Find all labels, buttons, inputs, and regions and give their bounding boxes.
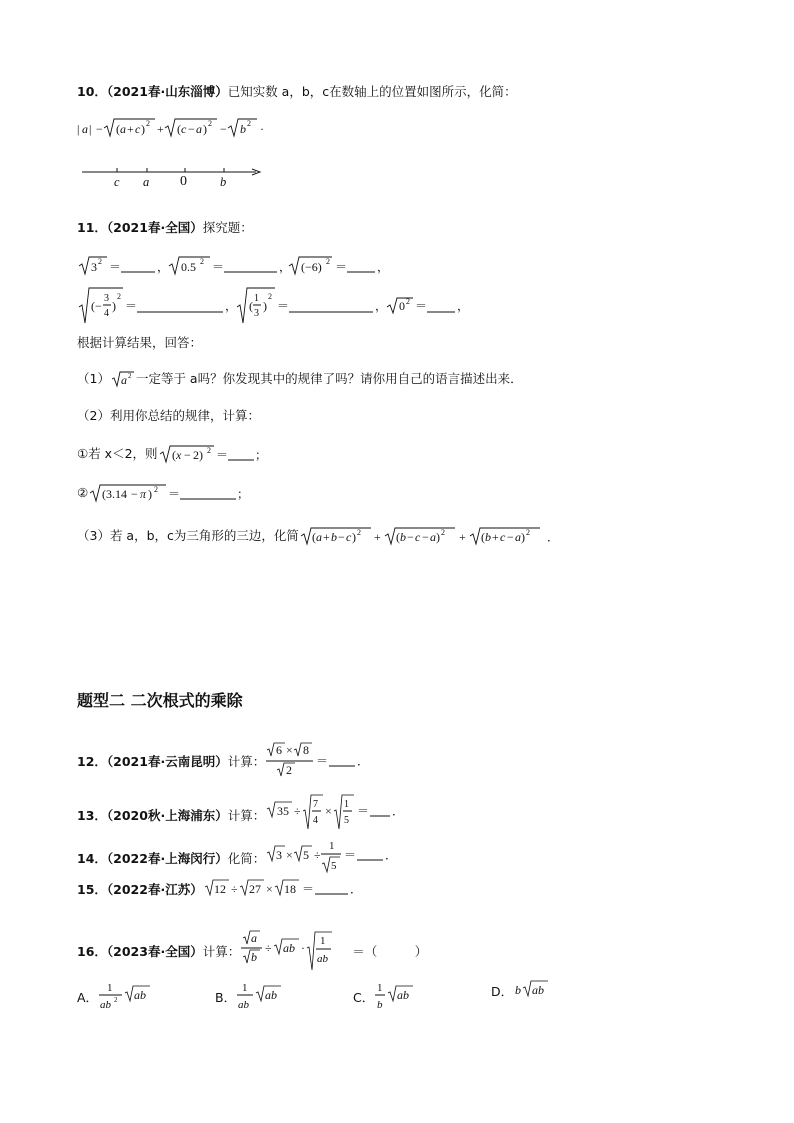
svg-text:π: π <box>140 487 147 501</box>
q11-calc1 <box>77 443 267 463</box>
q11-calc2-prefix: ② <box>77 485 89 500</box>
axis-label-b: b <box>220 175 227 189</box>
svg-text:2: 2 <box>127 372 132 380</box>
svg-text:ab: ab <box>134 988 147 1002</box>
svg-text:2: 2 <box>146 119 150 128</box>
q14-number: 14． <box>77 851 107 866</box>
svg-text:，: ， <box>279 260 292 274</box>
q11-calc2 <box>77 482 248 502</box>
svg-text:2: 2 <box>440 528 445 537</box>
q12-source: （2021春·云南昆明） <box>106 754 228 769</box>
svg-text:a: a <box>514 530 521 544</box>
q16-number: 16． <box>77 944 107 959</box>
svg-text:＝: ＝ <box>212 260 225 274</box>
q14-text: 化简： <box>227 851 266 866</box>
q11-row2 <box>77 285 477 327</box>
svg-text:c: c <box>135 122 141 136</box>
svg-text:3: 3 <box>104 293 109 304</box>
svg-text:ab: ab <box>100 999 112 1011</box>
svg-text:2: 2 <box>268 292 272 301</box>
svg-text:2: 2 <box>286 763 293 777</box>
svg-text:＝: ＝ <box>316 754 329 768</box>
svg-text:1: 1 <box>329 840 335 852</box>
svg-text:＝: ＝ <box>125 299 138 313</box>
svg-text:+: + <box>322 530 330 544</box>
svg-text:4: 4 <box>313 815 319 826</box>
svg-text:8: 8 <box>303 743 310 757</box>
q16-option-d-label: D． <box>491 984 514 999</box>
svg-text:2: 2 <box>206 446 211 455</box>
q16-expr <box>240 930 352 974</box>
svg-text:c: c <box>414 530 421 544</box>
svg-text:b: b <box>330 530 337 544</box>
svg-text:0.5: 0.5 <box>181 260 196 274</box>
svg-text:(: ( <box>480 530 485 544</box>
q14-expr <box>265 837 415 877</box>
axis-label-zero: 0 <box>180 174 187 189</box>
svg-text:5: 5 <box>344 815 350 826</box>
svg-text:b: b <box>399 530 406 544</box>
svg-text:): ) <box>520 530 525 544</box>
q11-part2: （2）利用你总结的规律，计算： <box>77 408 260 423</box>
svg-text:÷: ÷ <box>314 848 321 862</box>
svg-text:): ) <box>141 122 145 136</box>
svg-text:1: 1 <box>320 935 326 947</box>
svg-text:a: a <box>315 530 322 544</box>
q16-option-a-label: A． <box>77 990 99 1005</box>
q16-option-d-expr <box>513 980 553 1000</box>
section-title: 题型二 二次根式的乘除 <box>77 691 243 710</box>
svg-text:×: × <box>286 743 293 757</box>
svg-text:4: 4 <box>104 308 109 319</box>
svg-text:＝: ＝ <box>215 448 228 462</box>
svg-text:18: 18 <box>283 882 296 896</box>
svg-text:12: 12 <box>213 882 226 896</box>
q16-option-b-expr <box>236 980 284 1014</box>
svg-text:|: | <box>89 122 92 136</box>
svg-text:−: − <box>131 487 138 501</box>
svg-text:＝: ＝ <box>109 260 122 274</box>
svg-text:5: 5 <box>331 860 337 872</box>
svg-text:27: 27 <box>248 882 261 896</box>
sqrt-a-squared <box>110 369 136 387</box>
q10-source: （2021春·山东淄博） <box>106 84 228 99</box>
q10-expression <box>77 114 277 142</box>
svg-text:2: 2 <box>356 528 361 537</box>
number-line <box>80 160 270 196</box>
svg-text:b: b <box>377 999 383 1011</box>
svg-text:3: 3 <box>254 308 259 319</box>
svg-text:a: a <box>251 931 258 945</box>
svg-text:a: a <box>196 122 202 136</box>
svg-text:．: ． <box>349 882 362 896</box>
svg-text:−: − <box>183 448 191 462</box>
svg-text:−: − <box>96 122 103 136</box>
svg-text:＝: ＝ <box>344 848 357 862</box>
q16-option-c-label: C． <box>353 990 375 1005</box>
q11-source: （2021春·全国） <box>106 220 203 235</box>
svg-text:×: × <box>325 804 332 818</box>
svg-text:，: ， <box>457 299 470 313</box>
q16-option-c-expr <box>374 980 418 1014</box>
q11-text: 探究题： <box>202 220 253 235</box>
svg-text:1: 1 <box>377 982 383 994</box>
svg-text:．: ． <box>546 530 559 544</box>
q13-source: （2020秋·上海浦东） <box>106 808 228 823</box>
svg-text:2: 2 <box>525 528 530 537</box>
q11-part1-label: （1） <box>77 371 110 386</box>
q16-text: 计算： <box>202 944 241 959</box>
svg-text:1: 1 <box>107 982 113 994</box>
svg-text:a: a <box>120 122 126 136</box>
svg-text:2: 2 <box>114 996 118 1004</box>
q13-text: 计算： <box>227 808 266 823</box>
svg-text:(: ( <box>249 299 253 313</box>
svg-text:2: 2 <box>200 257 204 266</box>
svg-text:，: ， <box>157 260 170 274</box>
svg-text:+: + <box>127 122 134 136</box>
svg-text:5: 5 <box>303 848 310 862</box>
svg-text:−: − <box>220 122 227 136</box>
svg-text:2: 2 <box>98 257 102 266</box>
axis-label-c: c <box>114 175 120 189</box>
svg-text:，: ， <box>225 299 238 313</box>
svg-text:3: 3 <box>91 260 97 274</box>
q16-option-b-label: B． <box>215 990 237 1005</box>
svg-text:＝: ＝ <box>357 804 370 818</box>
svg-text:+: + <box>373 530 381 544</box>
svg-text:ab: ab <box>283 941 296 955</box>
svg-text:；: ； <box>254 448 267 462</box>
svg-text:＝: ＝ <box>168 487 181 501</box>
svg-text:): ) <box>203 122 207 136</box>
svg-text:÷: ÷ <box>294 804 301 818</box>
svg-text:÷: ÷ <box>265 941 272 955</box>
svg-text:1: 1 <box>242 982 248 994</box>
svg-text:−: − <box>337 530 345 544</box>
svg-text:÷: ÷ <box>230 882 238 896</box>
svg-text:a: a <box>120 373 127 387</box>
svg-text:1: 1 <box>254 293 259 304</box>
q16-stem <box>77 930 427 974</box>
svg-text:2: 2 <box>154 485 159 494</box>
svg-text:．: ． <box>357 754 370 768</box>
q16-option-b[interactable] <box>215 980 284 1014</box>
svg-text:): ) <box>351 530 356 544</box>
svg-text:−: − <box>406 530 414 544</box>
q14-stem <box>77 837 415 877</box>
svg-text:；: ； <box>237 487 250 501</box>
svg-text:+: + <box>458 530 466 544</box>
svg-text:7: 7 <box>313 799 319 810</box>
svg-text:．: ． <box>392 804 405 818</box>
svg-text:|: | <box>77 122 80 136</box>
q16-option-d[interactable] <box>491 980 553 1000</box>
svg-text:1: 1 <box>344 799 350 810</box>
svg-text:·: · <box>260 122 264 136</box>
q11-calc1-expr <box>158 443 267 463</box>
svg-text:．: ． <box>385 848 398 862</box>
q11-part3-prefix: （3）若 a，b，c为三角形的三边，化简 <box>77 528 299 543</box>
svg-text:(: ( <box>395 530 400 544</box>
svg-text:+: + <box>491 530 499 544</box>
svg-text:(: ( <box>116 122 120 136</box>
svg-text:b: b <box>251 950 258 964</box>
q11-part3-expr <box>299 525 569 545</box>
svg-text:b: b <box>484 530 491 544</box>
q15-expr <box>203 878 373 898</box>
q12-text: 计算： <box>227 754 266 769</box>
svg-text:c: c <box>499 530 506 544</box>
q16-paren: ＝（ ） <box>352 944 428 959</box>
q13-stem <box>77 793 415 833</box>
q15-number: 15． <box>77 882 107 897</box>
svg-text:c: c <box>181 122 187 136</box>
svg-text:x: x <box>175 448 181 462</box>
svg-text:): ) <box>263 299 267 313</box>
q11-part3 <box>77 525 569 545</box>
svg-text:(: ( <box>311 530 316 544</box>
svg-text:×: × <box>286 848 293 862</box>
svg-text:a: a <box>82 122 88 136</box>
svg-text:2: 2 <box>247 119 251 128</box>
svg-text:＝: ＝ <box>301 882 314 896</box>
q10-text: 已知实数 a，b，c在数轴上的位置如图所示，化简： <box>227 84 517 99</box>
svg-text:a: a <box>429 530 436 544</box>
svg-text:3: 3 <box>276 848 283 862</box>
svg-text:ab: ab <box>397 988 410 1002</box>
svg-text:，: ， <box>377 260 390 274</box>
svg-text:×: × <box>265 882 273 896</box>
svg-text:35: 35 <box>277 804 290 818</box>
svg-text:(−: (− <box>91 299 102 313</box>
svg-text:ab: ab <box>532 983 545 997</box>
q12-expr <box>265 742 375 782</box>
q15-source: （2022春·江苏） <box>106 882 203 897</box>
svg-text:＝: ＝ <box>277 299 290 313</box>
q16-option-a[interactable] <box>77 980 154 1014</box>
q12-number: 12． <box>77 754 107 769</box>
svg-text:6: 6 <box>276 743 283 757</box>
q14-source: （2022春·上海闵行） <box>106 851 228 866</box>
svg-text:): ) <box>112 299 116 313</box>
q16-option-c[interactable] <box>353 980 418 1014</box>
svg-text:(: ( <box>171 448 176 462</box>
svg-text:2: 2 <box>117 292 121 301</box>
q12-stem <box>77 742 375 782</box>
q11-stem <box>77 219 253 237</box>
q11-calc2-expr <box>88 482 248 502</box>
q11-part1 <box>77 369 523 388</box>
svg-text:(−6): (−6) <box>301 260 322 274</box>
svg-text:): ) <box>435 530 440 544</box>
svg-text:＝: ＝ <box>335 260 348 274</box>
svg-text:2: 2 <box>406 297 410 306</box>
svg-text:·: · <box>301 941 306 955</box>
q11-calc1-prefix: ①若 x＜2，则 <box>77 446 158 461</box>
svg-text:b: b <box>240 122 246 136</box>
svg-text:ab: ab <box>265 988 278 1002</box>
q10-number: 10． <box>77 84 107 99</box>
svg-text:b: b <box>515 983 522 997</box>
q11-number: 11． <box>77 220 107 235</box>
svg-text:0: 0 <box>399 299 405 313</box>
svg-text:2: 2 <box>208 119 212 128</box>
q13-expr <box>265 793 415 833</box>
q11-answer-prompt: 根据计算结果，回答： <box>77 335 203 350</box>
svg-text:ab: ab <box>238 999 250 1011</box>
svg-text:c: c <box>345 530 352 544</box>
svg-text:(3.14: (3.14 <box>102 487 128 501</box>
svg-text:−: − <box>506 530 514 544</box>
svg-text:(: ( <box>177 122 181 136</box>
q15-stem <box>77 878 373 899</box>
svg-text:2: 2 <box>326 257 330 266</box>
q16-source: （2023春·全国） <box>106 944 203 959</box>
axis-label-a: a <box>143 175 150 189</box>
svg-text:+: + <box>157 122 164 136</box>
svg-text:−: − <box>188 122 195 136</box>
q11-part1-text: 一定等于 a吗？你发现其中的规律了吗？请你用自己的语言描述出来． <box>135 371 523 386</box>
svg-text:，: ， <box>375 299 388 313</box>
svg-text:＝: ＝ <box>415 299 428 313</box>
q10-stem <box>77 83 517 101</box>
q16-option-a-expr <box>98 980 154 1014</box>
svg-text:−: − <box>421 530 429 544</box>
q13-number: 13． <box>77 808 107 823</box>
svg-text:2): 2) <box>192 448 203 462</box>
q11-row1 <box>77 250 477 280</box>
svg-text:ab: ab <box>317 953 329 965</box>
svg-text:): ) <box>148 487 153 501</box>
